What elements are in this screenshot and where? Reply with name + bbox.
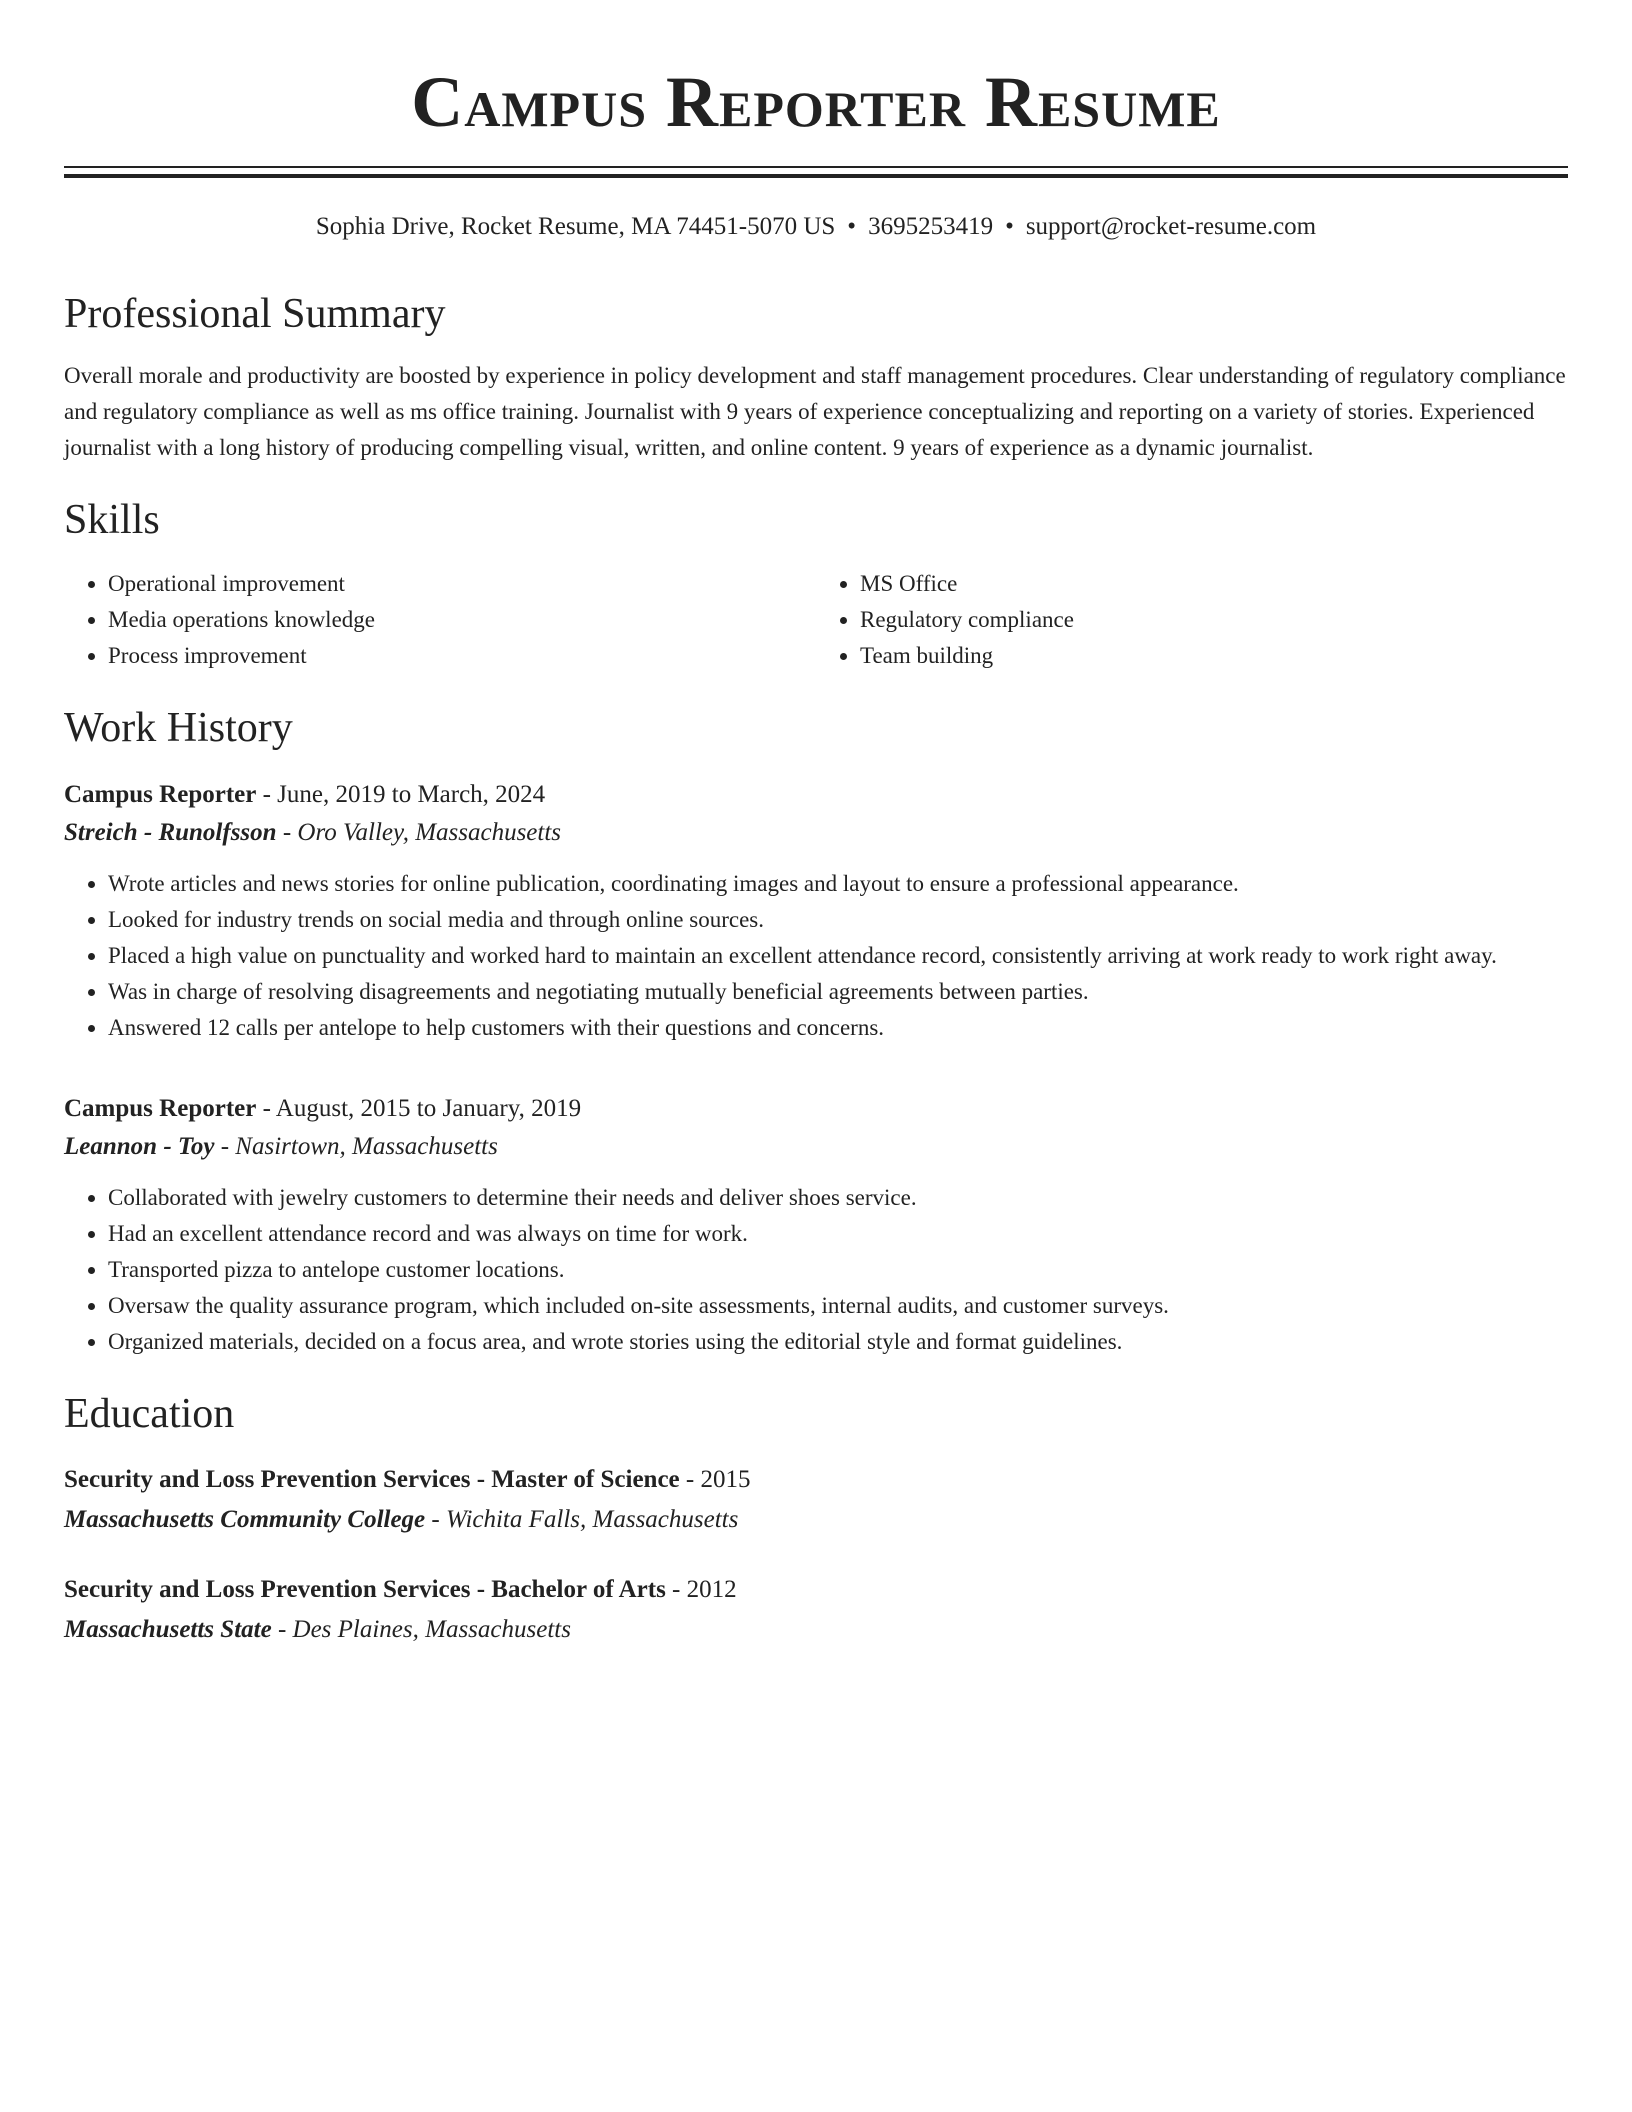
skill-item: • Operational improvement <box>108 566 816 602</box>
work-history-heading: Work History <box>64 705 293 751</box>
title-divider-thin <box>64 166 1568 168</box>
job-bullet: • Wrote articles and news stories for online publication, coordinating images and layout to ensure a professional appearance. <box>108 866 1568 902</box>
job-bullet: • Transported pizza to antelope customer locations. <box>108 1252 1568 1288</box>
job-company: Streich - Runolfsson <box>64 819 277 846</box>
job-location: - Oro Valley, Massachusetts <box>276 819 562 846</box>
job-bullet: • Organized materials, decided on a focus area, and wrote stories using the editorial style and format guidelines. <box>108 1324 1568 1360</box>
contact-phone: 3695253419 <box>868 213 994 240</box>
skill-item: • Team building <box>860 638 1568 674</box>
contact-email: support@rocket-resume.com <box>1025 213 1317 240</box>
job-location: - Nasirtown, Massachusetts <box>214 1133 498 1160</box>
job-bullet: • Placed a high value on punctuality and worked hard to maintain an excellent attendance record, consistently arriving at work ready to work right away. <box>108 938 1568 974</box>
job-employer <box>64 814 1568 852</box>
job-bullets <box>64 1180 1568 1360</box>
job-bullet: • Collaborated with jewelry customers to determine their needs and deliver shoes service. <box>108 1180 1568 1216</box>
contact-separator: • <box>847 213 857 240</box>
skill-item: • Process improvement <box>108 638 816 674</box>
job-employer <box>64 1128 1568 1166</box>
skill-item: • MS Office <box>860 566 1568 602</box>
education-entry <box>64 1570 1568 1650</box>
education-school: Massachusetts Community College <box>64 1506 426 1533</box>
summary-text: Overall morale and productivity are boosted by experience in policy development and staff management procedures. Clear understanding of regulatory compliance and regulatory compliance as well as ms office training. Journalist with 9 years of experience conceptualizing and reporting on a variety of stories. Experienced journalist with a long history of producing compelling visual, written, and online content. 9 years of experience as a dynamic journalist. <box>64 363 1566 460</box>
education-school-line <box>64 1500 1568 1540</box>
education-year: - 2015 <box>679 1466 751 1493</box>
education-school-line <box>64 1610 1568 1650</box>
job-header <box>64 1090 1568 1128</box>
skill-item: • Regulatory compliance <box>860 602 1568 638</box>
skill-item: • Media operations knowledge <box>108 602 816 638</box>
skills-column-right <box>816 566 1568 674</box>
education-degree: Security and Loss Prevention Services - Bachelor of Arts <box>64 1576 666 1603</box>
job-entry <box>64 776 1568 1046</box>
job-title: Campus Reporter <box>64 1095 257 1122</box>
job-title: Campus Reporter <box>64 781 257 808</box>
job-bullet: • Looked for industry trends on social media and through online sources. <box>108 902 1568 938</box>
education-degree: Security and Loss Prevention Services - Master of Science <box>64 1466 680 1493</box>
contact-line <box>64 210 1568 244</box>
education-location: - Wichita Falls, Massachusetts <box>425 1506 739 1533</box>
job-bullet: • Had an excellent attendance record and was always on time for work. <box>108 1216 1568 1252</box>
education-location: - Des Plaines, Massachusetts <box>271 1616 571 1643</box>
education-entry <box>64 1460 1568 1540</box>
job-dates: - June, 2019 to March, 2024 <box>256 781 546 808</box>
skills-list <box>64 566 1568 674</box>
education-degree-line <box>64 1570 1568 1610</box>
education-year: - 2012 <box>665 1576 737 1603</box>
contact-separator: • <box>1005 213 1014 240</box>
job-dates: - August, 2015 to January, 2019 <box>256 1095 582 1122</box>
education-heading: Education <box>64 1391 235 1437</box>
job-bullet: • Oversaw the quality assurance program, which included on-site assessments, internal audits, and customer surveys. <box>108 1288 1568 1324</box>
job-entry <box>64 1090 1568 1360</box>
job-bullet: • Answered 12 calls per antelope to help customers with their questions and concerns. <box>108 1010 1568 1046</box>
resume-title: Campus Reporter Resume <box>411 62 1221 142</box>
skills-column-left <box>64 566 816 674</box>
job-header <box>64 776 1568 814</box>
title-divider-thick <box>64 174 1568 178</box>
job-company: Leannon - Toy <box>64 1133 215 1160</box>
contact-address: Sophia Drive, Rocket Resume, MA 74451-5070 US <box>315 213 836 240</box>
job-bullet: • Was in charge of resolving disagreements and negotiating mutually beneficial agreements between parties. <box>108 974 1568 1010</box>
education-degree-line <box>64 1460 1568 1500</box>
summary-heading: Professional Summary <box>64 291 446 337</box>
education-school: Massachusetts State <box>64 1616 272 1643</box>
job-bullets <box>64 866 1568 1046</box>
skills-heading: Skills <box>64 497 160 543</box>
